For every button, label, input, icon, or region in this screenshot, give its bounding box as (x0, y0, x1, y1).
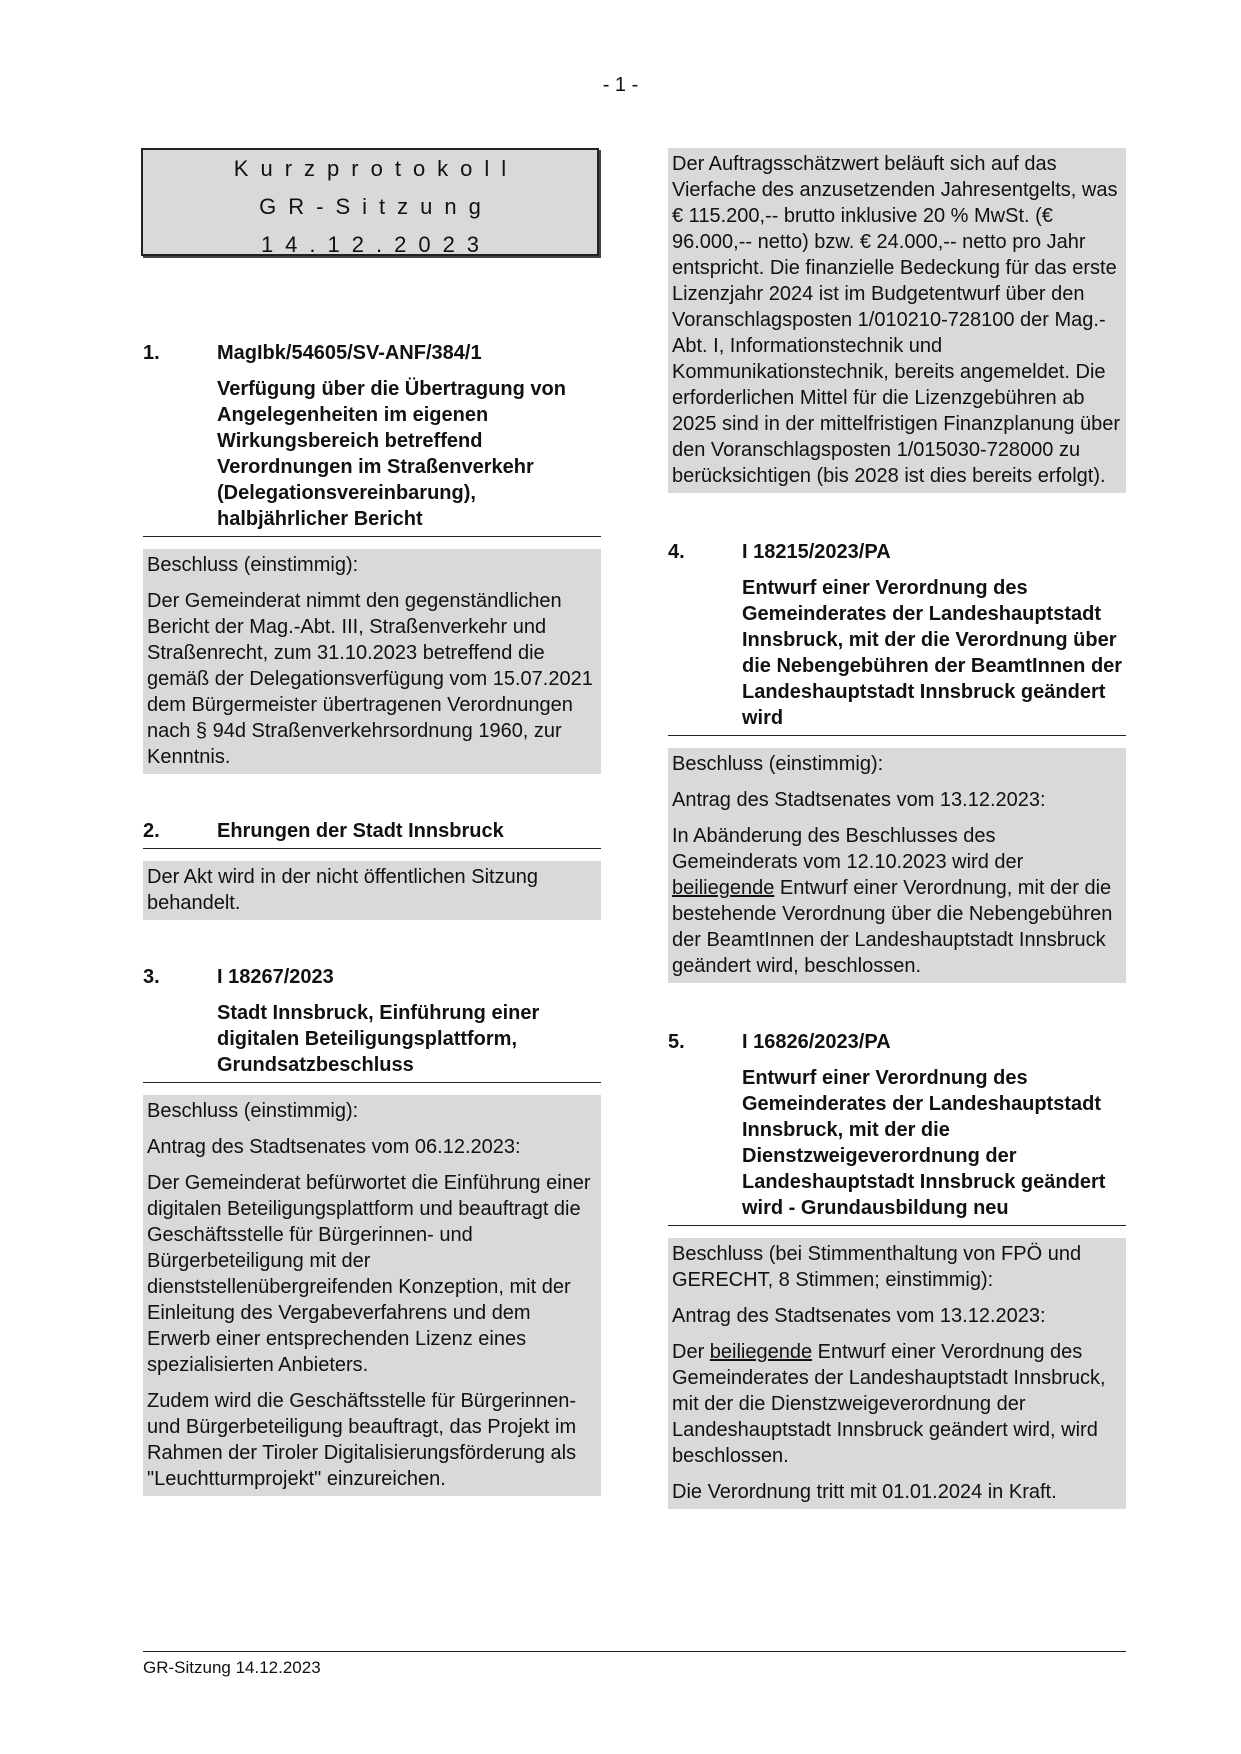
motion-label: Antrag des Stadtsenates vom 13.12.2023: (672, 1305, 1046, 1327)
item-number: 1. (143, 342, 160, 364)
title-date: 14.12.2023 (260, 232, 492, 257)
title-box (141, 148, 599, 256)
title-session: GR-Sitzung (259, 194, 493, 219)
decision-text: Der Gemeinderat befürwortet die Einführung einer digitalen Beteiligungsplattform und beauftragt die Geschäftsstelle für Bürgerinnen- und Bürgerbeteiligung mit der dienststellenübergreifenden Konzeption, mit der Einleitung des Vergabeverfahrens und dem Erwerb einer entsprechenden Lizenz eines spezialisierten Anbieters. (147, 1172, 591, 1376)
text-part: Entwurf einer Verordnung, mit der die bestehende Verordnung über die Nebengebühren der BeamtInnen der Landeshauptstadt Innsbruck geändert wird, beschlossen. (672, 877, 1113, 977)
agenda-item-4 (668, 539, 1126, 983)
left-column (143, 148, 601, 1496)
motion-label: Antrag des Stadtsenates vom 06.12.2023: (147, 1136, 521, 1158)
item-subject: Entwurf einer Verordnung des Gemeinderates der Landeshauptstadt Innsbruck, mit der die Verordnung über die Nebengebühren der BeamtInnen der Landeshauptstadt Innsbruck geändert wird (742, 577, 1123, 729)
decision-text-2: Zudem wird die Geschäftsstelle für Bürgerinnen- und Bürgerbeteiligung beauftragt, das Projekt im Rahmen der Tiroler Digitalisierungsförderung als "Leuchtturmprojekt" einzureichen. (147, 1390, 577, 1490)
decision-text: Der Gemeinderat nimmt den gegenständlichen Bericht der Mag.-Abt. III, Straßenverkehr und Straßenrecht, zum 31.10.2023 betreffend die gemäß der Delegationsverfügung vom 15.07.2021 dem Bürgermeister übertragenen Verordnungen nach § 94d Straßenverkehrsordnung 1960, zur Kenntnis. (147, 590, 593, 768)
decision-label: Beschluss (bei Stimmenthaltung von FPÖ und GERECHT, 8 Stimmen; einstimmig): (672, 1243, 1082, 1291)
agenda-item-heading (668, 539, 1126, 736)
decision-block (668, 748, 1126, 983)
decision-block (143, 1095, 601, 1496)
item-reference: I 16826/2023/PA (742, 1031, 891, 1053)
decision-continuation (668, 148, 1126, 493)
agenda-item-1 (143, 340, 601, 774)
text-part: Der (672, 1341, 710, 1363)
decision-text (672, 1339, 1122, 1469)
item-subject: Verfügung über die Übertragung von Angelegenheiten im eigenen Wirkungsbereich betreffend Verordnungen im Straßenverkehr (Delegationsvereinbarung), halbjährlicher Bericht (217, 378, 566, 530)
agenda-item-3 (143, 964, 601, 1496)
decision-block (668, 1238, 1126, 1509)
item-subject: Stadt Innsbruck, Einführung einer digitalen Beteiligungsplattform, Grundsatzbeschluss (217, 1002, 540, 1076)
decision-text-3: Der Auftragsschätzwert beläuft sich auf das Vierfache des anzusetzenden Jahresentgelts, was € 115.200,-- brutto inklusive 20 % MwSt. (€ 96.000,-- netto) bzw. € 24.000,-- netto pro Jahr entspricht. Die finanzielle Bedeckung für das erste Lizenzjahr 2024 ist im Budgetentwurf über den Voranschlagsposten 1/010210-728100 der Mag.-Abt. I, Informationstechnik und Kommunikationstechnik, bereits angemeldet. Die erforderlichen Mittel für die Lizenzgebühren ab 2025 sind in der mittelfristigen Finanzplanung über den Voranschlagsposten 1/015030-728000 zu berücksichtigen (bis 2028 ist dies bereits erfolgt). (672, 153, 1121, 487)
agenda-item-heading (143, 964, 601, 1083)
decision-label: Beschluss (einstimmig): (147, 554, 359, 576)
text-part: In Abänderung des Beschlusses des Gemeinderats vom 12.10.2023 wird der (672, 825, 1024, 873)
decision-label: Beschluss (einstimmig): (672, 753, 884, 775)
decision-text: Der Akt wird in der nicht öffentlichen Sitzung behandelt. (147, 866, 538, 914)
right-column (668, 148, 1126, 1509)
decision-text (672, 823, 1122, 979)
item-reference: MagIbk/54605/SV-ANF/384/1 (217, 342, 482, 364)
agenda-item-heading (668, 1029, 1126, 1226)
motion-label: Antrag des Stadtsenates vom 13.12.2023: (672, 789, 1046, 811)
item-subject: Entwurf einer Verordnung des Gemeinderates der Landeshauptstadt Innsbruck, mit der die Dienstzweigeverordnung der Landeshauptstadt Innsbruck geändert wird - Grundausbildung neu (742, 1067, 1106, 1219)
title-kurzprotokoll: Kurzprotokoll (233, 156, 519, 181)
item-reference: I 18215/2023/PA (742, 541, 891, 563)
agenda-item-heading (143, 340, 601, 537)
item-number: 4. (668, 541, 685, 563)
agenda-item-heading (143, 818, 601, 849)
decision-block (143, 549, 601, 774)
item-subject: Ehrungen der Stadt Innsbruck (217, 820, 504, 842)
item-number: 3. (143, 966, 160, 988)
decision-block (143, 861, 601, 920)
decision-label: Beschluss (einstimmig): (147, 1100, 359, 1122)
item-number: 2. (143, 820, 160, 842)
decision-text-2: Die Verordnung tritt mit 01.01.2024 in Kraft. (672, 1481, 1057, 1503)
item-reference: I 18267/2023 (217, 966, 334, 988)
agenda-item-2 (143, 818, 601, 920)
page-footer: GR-Sitzung 14.12.2023 (143, 1651, 1126, 1678)
underlined-word: beiliegende (709, 1341, 813, 1363)
agenda-item-5 (668, 1029, 1126, 1509)
text-part: Entwurf einer Verordnung des Gemeinderates der Landeshauptstadt Innsbruck, mit der die Dienstzweigeverordnung der Landeshauptstadt Innsbruck geändert wird, wird beschlossen. (672, 1341, 1106, 1467)
underlined-word: beiliegende (672, 877, 775, 899)
item-number: 5. (668, 1031, 685, 1053)
page-number: - 1 - (602, 74, 639, 96)
